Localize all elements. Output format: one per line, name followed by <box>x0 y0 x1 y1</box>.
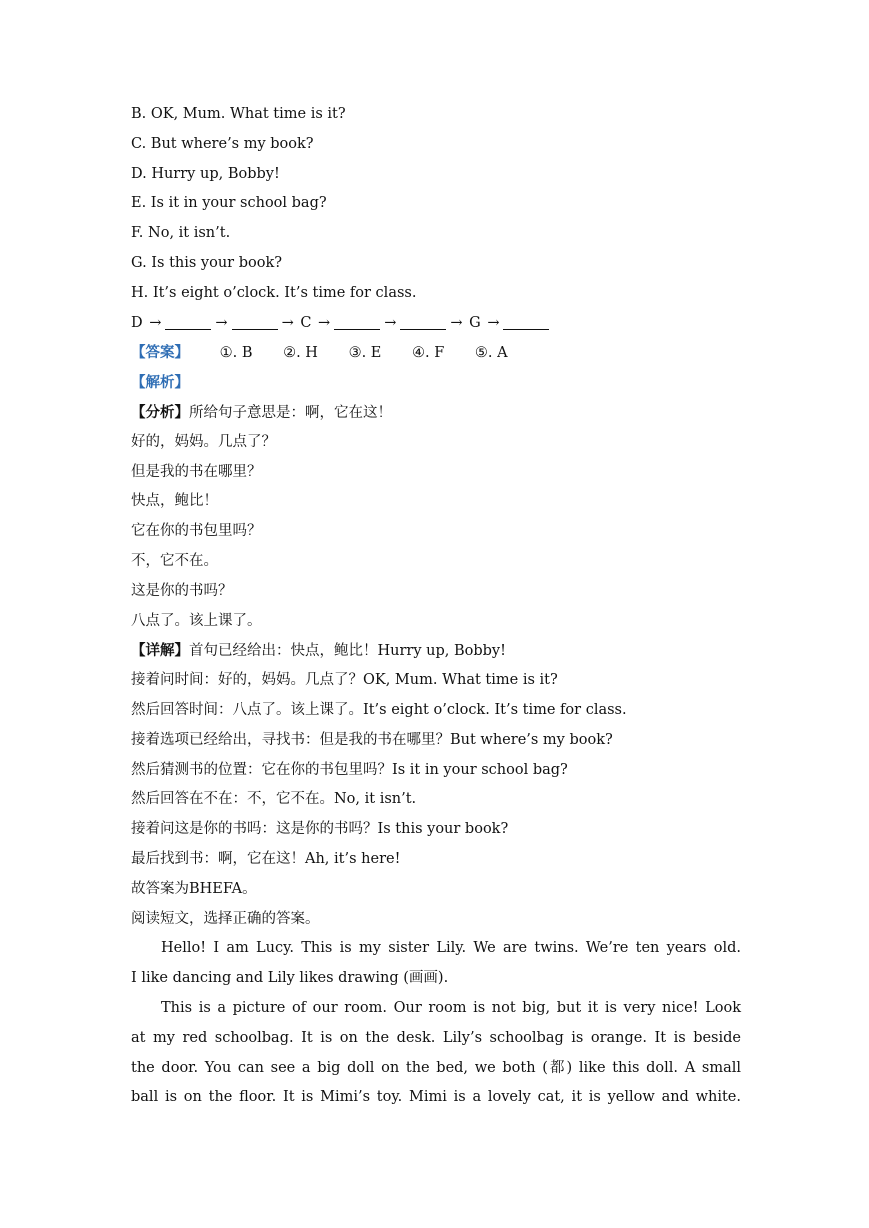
arrow-icon: → <box>149 314 162 331</box>
passage-paragraph-1 <box>131 934 741 994</box>
translation-line: 不，它不在。 <box>131 552 218 569</box>
option-f: F. No, it isn’t. <box>131 225 231 242</box>
option-b: B. OK, Mum. What time is it? <box>131 106 346 122</box>
option-c: C. But where’s my book? <box>131 135 314 152</box>
arrow-icon: → <box>318 314 331 331</box>
arrow-icon: → <box>487 314 500 331</box>
conclusion-line: 故答案为BHEFA。 <box>131 880 257 897</box>
answer-blank-3[interactable] <box>334 315 380 330</box>
answer-item: ④. F <box>412 345 445 362</box>
translation-line: 快点，鲍比！ <box>131 493 218 510</box>
translation-line: 八点了。该上课了。 <box>131 612 262 629</box>
passage-line: at my red schoolbag. It is on the desk. Lily’s schoolbag is orange. It is beside <box>131 1029 741 1046</box>
translation-line: 好的，妈妈。几点了？ <box>131 433 276 450</box>
xiangjie-tag: 【详解】 <box>131 642 189 660</box>
answer-item: ①. B <box>219 345 253 362</box>
step-line: 最后找到书：啊，它在这！Ah, it’s here! <box>131 850 401 867</box>
sequence-line <box>131 309 741 339</box>
arrow-icon: → <box>384 314 397 331</box>
step-line: 然后猜测书的位置：它在你的书包里吗？Is it in your school bag? <box>131 761 568 778</box>
passage-line: Hello! I am Lucy. This is my sister Lily. We are twins. We’re ten years old. <box>161 940 741 957</box>
answer-blank-5[interactable] <box>503 315 549 330</box>
passage-paragraph-2 <box>131 994 741 1113</box>
analysis-tag: 【解析】 <box>131 374 189 392</box>
arrow-icon: → <box>215 314 228 331</box>
xiangjie-text: 首句已经给出：快点，鲍比！Hurry up, Bobby! <box>189 643 506 660</box>
step-line: 接着问这是你的书吗：这是你的书吗？Is this your book? <box>131 821 509 838</box>
reading-instruction: 阅读短文，选择正确的答案。 <box>131 910 320 927</box>
answer-item: ③. E <box>348 345 382 362</box>
answer-item: ⑤. A <box>474 345 508 362</box>
fenxi-text: 所给句子意思是：啊，它在这！ <box>189 404 392 421</box>
translation-line: 这是你的书吗？ <box>131 582 233 599</box>
step-line: 接着选项已经给出，寻找书：但是我的书在哪里？But where’s my book? <box>131 731 613 748</box>
arrow-icon: → <box>281 314 294 331</box>
fenxi-line <box>131 398 741 428</box>
answer-item: ②. H <box>283 345 318 362</box>
answer-blank-1[interactable] <box>165 315 211 330</box>
step-line: 接着问时间：好的，妈妈。几点了？OK, Mum. What time is it? <box>131 672 558 689</box>
arrow-icon: → <box>450 314 463 331</box>
passage-line: I like dancing and Lily likes drawing (画画). <box>131 970 449 987</box>
sequence-mid2: G <box>469 314 481 331</box>
translation-line: 它在你的书包里吗？ <box>131 523 262 540</box>
answer-blank-4[interactable] <box>400 315 446 330</box>
option-e: E. Is it in your school bag? <box>131 195 327 212</box>
answer-line <box>131 338 741 368</box>
step-line: 然后回答在不在：不，它不在。No, it isn’t. <box>131 791 417 808</box>
passage-line: This is a picture of our room. Our room is not big, but it is very nice! Look <box>161 999 741 1016</box>
passage-line: ball is on the floor. It is Mimi’s toy. Mimi is a lovely cat, it is yellow and white. <box>131 1089 741 1106</box>
xiangjie-line <box>131 636 741 666</box>
fenxi-tag: 【分析】 <box>131 403 189 421</box>
passage-line: the door. You can see a big doll on the bed, we both (都) like this doll. A small <box>131 1059 741 1076</box>
answer-blank-2[interactable] <box>232 315 278 330</box>
option-g: G. Is this your book? <box>131 254 283 271</box>
translation-line: 但是我的书在哪里？ <box>131 463 262 480</box>
document-page <box>131 100 741 1113</box>
answer-tag: 【答案】 <box>131 344 189 362</box>
option-d: D. Hurry up, Bobby! <box>131 165 280 182</box>
analysis-heading <box>131 368 741 398</box>
sequence-start: D <box>131 314 143 331</box>
option-h: H. It’s eight o’clock. It’s time for class. <box>131 284 417 301</box>
step-line: 然后回答时间：八点了。该上课了。It’s eight o’clock. It’s time for class. <box>131 701 627 718</box>
sequence-mid: C <box>300 314 312 331</box>
